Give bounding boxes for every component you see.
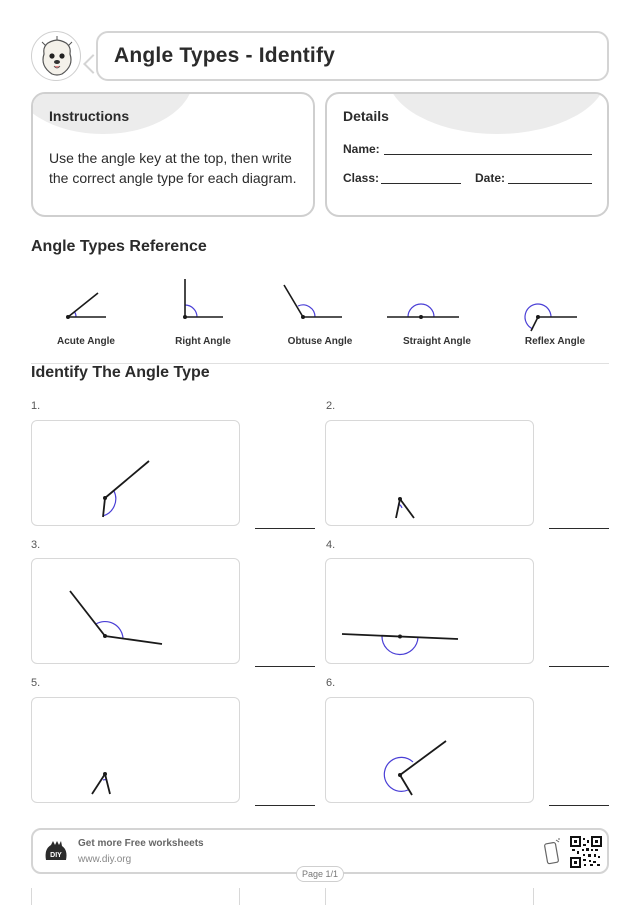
class-label: Class:: [343, 171, 380, 185]
title-box: [96, 31, 609, 81]
reference-heading: Angle Types Reference: [31, 238, 207, 255]
question-diagram-2: [325, 420, 534, 526]
angle-diagram-icon: [32, 698, 241, 804]
straight-angle-icon: [387, 273, 487, 333]
date-field[interactable]: [508, 183, 592, 184]
question-diagram-5: [31, 697, 240, 803]
card-decoration: [387, 92, 607, 134]
answer-line-2[interactable]: [549, 528, 609, 529]
class-field[interactable]: [381, 183, 461, 184]
name-label: Name:: [343, 142, 380, 156]
obtuse-angle-icon: [270, 273, 370, 333]
angle-diagram-icon: [326, 559, 535, 665]
name-field[interactable]: [384, 154, 592, 155]
reference-obtuse: [270, 273, 370, 353]
angle-diagram-icon: [32, 421, 241, 527]
question-number: 4.: [326, 539, 336, 551]
qr-code-icon: [570, 836, 602, 868]
instructions-text: Use the angle key at the top, then write the correct angle type for each diagram.: [49, 150, 297, 186]
answer-line-5[interactable]: [255, 805, 315, 806]
angle-diagram-icon: [326, 421, 535, 527]
question-number: 1.: [31, 400, 41, 412]
reference-label: Right Angle: [175, 336, 231, 347]
answer-line-3[interactable]: [255, 666, 315, 667]
mascot-icon: [32, 32, 81, 81]
details-heading: Details: [343, 108, 389, 124]
reference-label: Reflex Angle: [524, 336, 586, 347]
question-diagram-4: [325, 558, 534, 664]
reference-label: Acute Angle: [57, 336, 115, 347]
answer-line-1[interactable]: [255, 528, 315, 529]
date-label: Date:: [475, 171, 506, 185]
footer-promo-text: Get more Free worksheets: [78, 838, 204, 849]
acute-angle-icon: [36, 273, 136, 333]
question-number: 2.: [326, 400, 336, 412]
mascot-avatar: [31, 31, 81, 81]
angle-diagram-icon: [326, 698, 535, 804]
reference-label: Obtuse Angle: [287, 336, 353, 347]
reference-acute: [36, 273, 136, 353]
phone-icon: [543, 838, 561, 866]
reflex-angle-icon: [505, 273, 605, 333]
reference-straight: [387, 273, 487, 353]
page-indicator: Page 1/1: [296, 866, 344, 882]
exercise-heading: Identify The Angle Type: [31, 364, 210, 381]
diy-logo-icon: [43, 839, 69, 865]
question-number: 3.: [31, 539, 41, 551]
reference-label: Straight Angle: [403, 336, 471, 347]
question-diagram-6: [325, 697, 534, 803]
question-number: 6.: [326, 677, 336, 689]
angle-diagram-icon: [32, 559, 241, 665]
answer-line-4[interactable]: [549, 666, 609, 667]
page-title: Angle Types - Identify: [114, 44, 336, 67]
logo-text: DIY: [50, 852, 62, 859]
answer-line-6[interactable]: [549, 805, 609, 806]
question-diagram-3: [31, 558, 240, 664]
reference-right: [153, 273, 253, 353]
question-number: 5.: [31, 677, 41, 689]
question-diagram-1: [31, 420, 240, 526]
overflow-box-edge: [325, 888, 534, 905]
right-angle-icon: [153, 273, 253, 333]
footer-url[interactable]: www.diy.org: [78, 854, 132, 865]
instructions-card: [31, 92, 315, 217]
overflow-box-edge: [31, 888, 240, 905]
details-card: [325, 92, 609, 217]
reference-reflex: [505, 273, 605, 353]
instructions-heading: Instructions: [49, 108, 130, 124]
